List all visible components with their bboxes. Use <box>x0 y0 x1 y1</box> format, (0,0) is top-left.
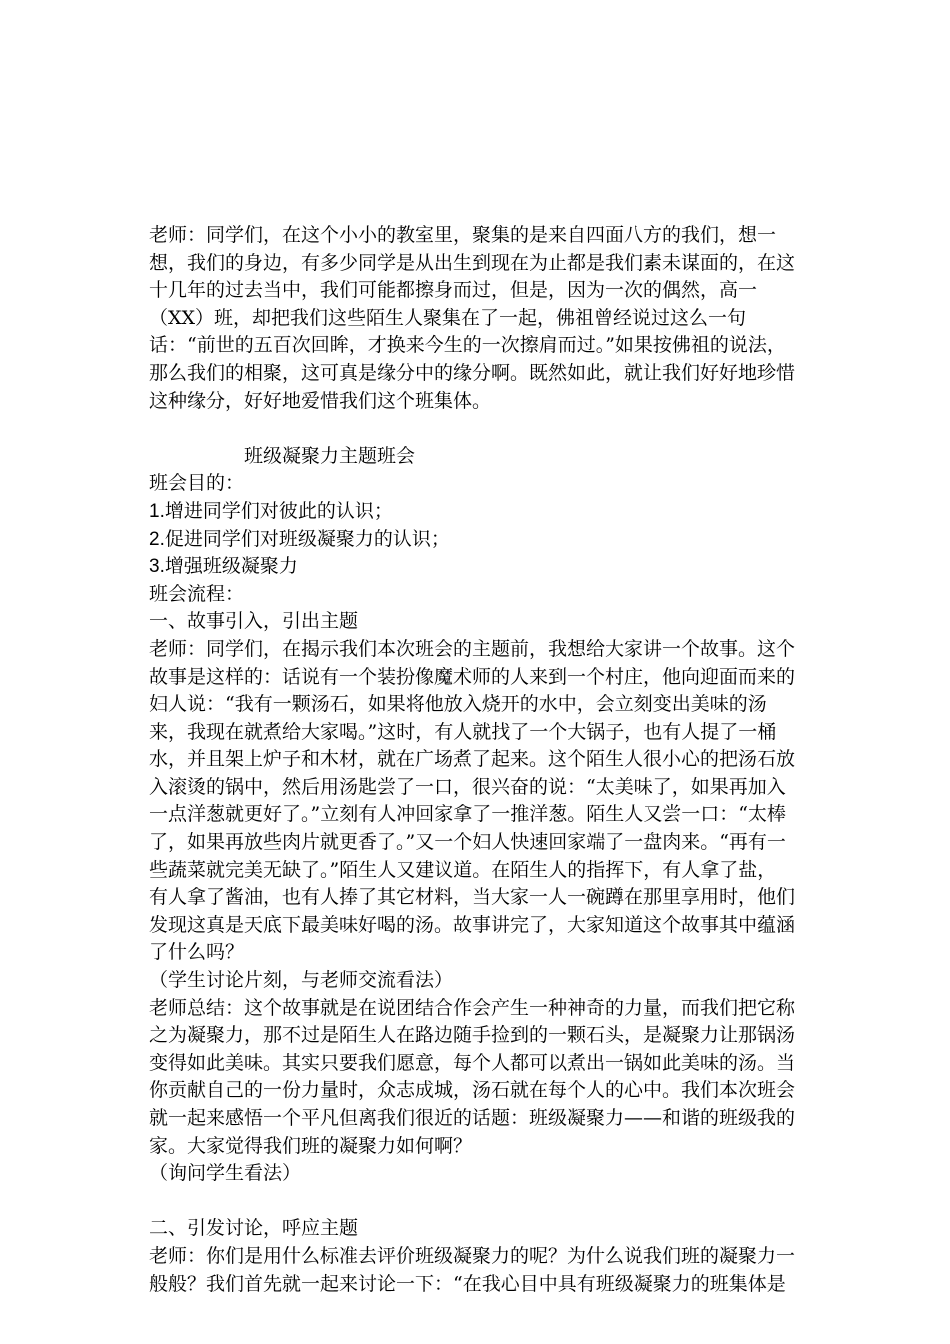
summary-line: 老师总结：这个故事就是在说团结合作会产生一种神奇的力量，而我们把它称 <box>149 996 796 1019</box>
story-line: 有人拿了酱油，也有人捧了其它材料，当大家一人一碗蹲在那里享用时，他们 <box>149 886 796 909</box>
objective-number: 1. <box>149 500 165 522</box>
objective-number: 2. <box>149 528 165 550</box>
spacer <box>149 415 804 443</box>
summary-line: 变得如此美味。其实只要我们愿意，每个人都可以煮出一锅如此美味的汤。当 <box>149 1051 796 1074</box>
summary-line: 之为凝聚力，那不过是陌生人在路边随手捡到的一颗石头，是凝聚力让那锅汤 <box>149 1024 796 1047</box>
story-line: 发现这真是天底下最美味好喝的汤。故事讲完了，大家知道这个故事其中蕴涵 <box>149 913 796 936</box>
story-line: 老师：同学们，在揭示我们本次班会的主题前，我想给大家讲一个故事。这个 <box>149 637 796 660</box>
story-line: 了，如果再放些肉片就更香了。”又一个妇人快速回家端了一盘肉来。“再有一 <box>149 831 786 854</box>
story-line: 一点洋葱就更好了。”立刻有人冲回家拿了一推洋葱。陌生人又尝一口：“太棒 <box>149 803 786 826</box>
spacer <box>149 1188 804 1216</box>
story-line: 水，并且架上炉子和木材，就在广场煮了起来。这个陌生人很小心的把汤石放 <box>149 748 796 771</box>
document-page <box>149 222 804 1298</box>
intro-paragraph <box>149 222 804 415</box>
summary-line: 家。大家觉得我们班的凝聚力如何啊？ <box>149 1134 473 1157</box>
story-paragraph <box>149 636 804 967</box>
objective-item <box>149 498 804 526</box>
intro-line: 老师：同学们，在这个小小的教室里，聚集的是来自四面八方的我们，想一 <box>149 224 777 246</box>
summary-line: 就一起来感悟一个平凡但离我们很近的话题：班级凝聚力——和谐的班级我的 <box>149 1107 796 1129</box>
section2-line: 般般？我们首先就一起来讨论一下：“在我心目中具有班级凝聚力的班集体是 <box>149 1272 786 1295</box>
summary-paragraph <box>149 995 804 1161</box>
story-line: 来，我现在就煮给大家喝。”这时，有人就找了一个大锅子，也有人提了一桶 <box>149 720 777 743</box>
objectives-heading: 班会目的： <box>149 472 245 495</box>
summary-line: 你贡献自己的一份力量时，众志成城，汤石就在每个人的心中。我们本次班会 <box>149 1079 796 1102</box>
intro-line: 想，我们的身边，有多少同学是从出生到现在为止都是我们素未谋面的，在这 <box>149 251 796 274</box>
story-line: 故事是这样的：话说有一个装扮像魔术师的人来到一个村庄，他向迎面而来的 <box>149 665 796 688</box>
intro-line: 十几年的过去当中，我们可能都擦身而过，但是，因为一次的偶然，高一 <box>149 279 758 302</box>
section-heading: 二、引发讨论，呼应主题 <box>149 1217 359 1240</box>
section2-line: 老师：你们是用什么标准去评价班级凝聚力的呢？为什么说我们班的凝聚力一 <box>149 1244 796 1267</box>
intro-line: 话：“前世的五百次回眸，才换来今生的一次擦肩而过。”如果按佛祖的说法， <box>149 334 786 357</box>
discussion-note: （学生讨论片刻，与老师交流看法） <box>149 969 454 992</box>
intro-line: （XX）班，却把我们这些陌生人聚集在了一起，佛祖曾经说过这么一句 <box>149 306 747 329</box>
objective-text: 增强班级凝聚力 <box>164 555 298 578</box>
ask-note: （询问学生看法） <box>149 1162 302 1185</box>
objective-item <box>149 553 804 581</box>
document-title: 班级凝聚力主题班会 <box>244 444 416 467</box>
objective-text: 促进同学们对班级凝聚力的认识； <box>164 527 450 550</box>
objective-item <box>149 526 804 554</box>
story-line: 些蔬菜就完美无缺了。”陌生人又建议道。在陌生人的指挥下，有人拿了盐， <box>149 858 777 881</box>
objective-text: 增进同学们对彼此的认识； <box>164 499 393 522</box>
objective-number: 3. <box>149 556 165 578</box>
story-line: 了什么吗？ <box>149 941 245 964</box>
section-heading: 一、故事引入，引出主题 <box>149 610 359 633</box>
process-heading: 班会流程： <box>149 582 245 605</box>
section2-paragraph <box>149 1243 804 1298</box>
intro-line: 那么我们的相聚，这可真是缘分中的缘分啊。既然如此，就让我们好好地珍惜 <box>149 361 796 384</box>
intro-line: 这种缘分，好好地爱惜我们这个班集体。 <box>149 389 492 412</box>
story-line: 入滚烫的锅中，然后用汤匙尝了一口，很兴奋的说：“太美味了，如果再加入 <box>149 775 786 798</box>
story-line: 妇人说：“我有一颗汤石，如果将他放入烧开的水中，会立刻变出美味的汤 <box>149 693 767 716</box>
